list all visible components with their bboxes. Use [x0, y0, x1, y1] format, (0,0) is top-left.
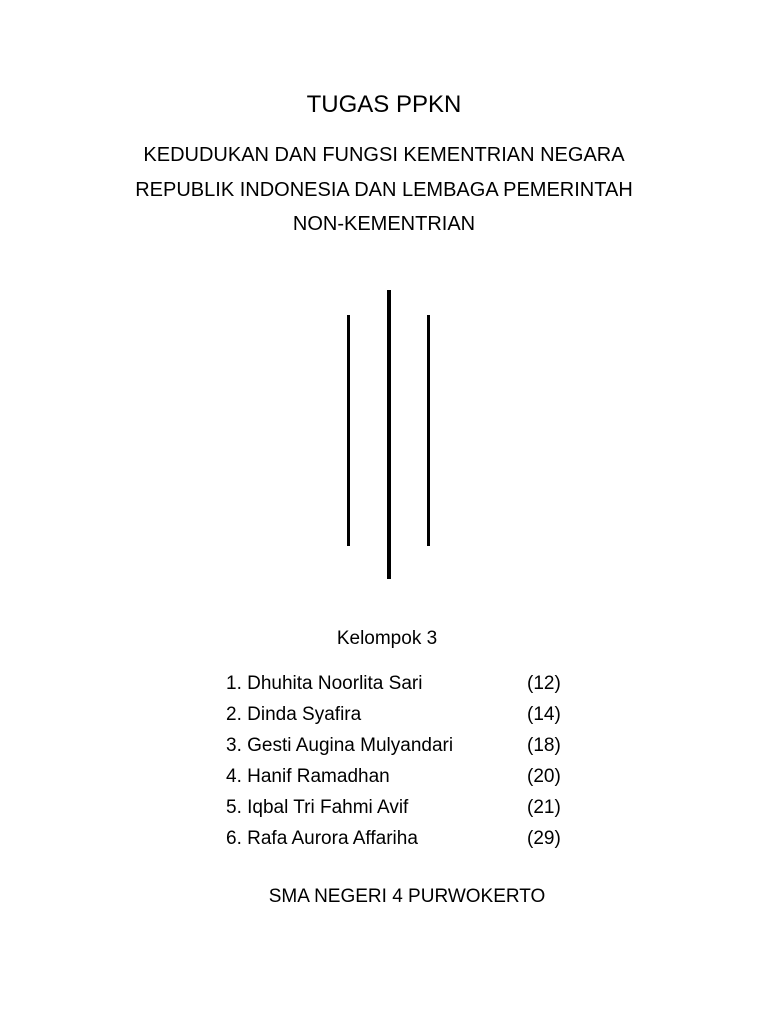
decorative-rule-right	[427, 315, 430, 546]
member-number: (29)	[527, 828, 561, 849]
decorative-rule-center	[387, 290, 391, 579]
list-item	[226, 699, 586, 730]
group-label: Kelompok 3	[336, 628, 438, 649]
member-name: 5. Iqbal Tri Fahmi Avif	[226, 797, 409, 818]
subtitle	[60, 138, 708, 242]
member-name: 3. Gesti Augina Mulyandari	[226, 735, 454, 756]
member-name: 4. Hanif Ramadhan	[226, 766, 390, 787]
member-number: (18)	[527, 735, 561, 756]
list-item	[226, 668, 586, 699]
member-name: 2. Dinda Syafira	[226, 704, 362, 725]
school-name: SMA NEGERI 4 PURWOKERTO	[268, 886, 546, 907]
list-item	[226, 792, 586, 823]
page-title: TUGAS PPKN	[306, 91, 462, 118]
member-name: 6. Rafa Aurora Affariha	[226, 828, 418, 849]
list-item	[226, 761, 586, 792]
member-number: (20)	[527, 766, 561, 787]
list-item	[226, 730, 586, 761]
member-number: (21)	[527, 797, 561, 818]
subtitle-line: REPUBLIK INDONESIA DAN LEMBAGA PEMERINTAH	[135, 178, 633, 201]
member-list	[226, 668, 586, 854]
member-number: (14)	[527, 704, 561, 725]
subtitle-line: KEDUDUKAN DAN FUNGSI KEMENTRIAN NEGARA	[143, 144, 625, 166]
member-name: 1. Dhuhita Noorlita Sari	[226, 673, 423, 694]
subtitle-line: NON-KEMENTRIAN	[292, 213, 476, 235]
member-number: (12)	[527, 673, 561, 694]
list-item	[226, 823, 586, 854]
decorative-rule-left	[347, 315, 350, 546]
